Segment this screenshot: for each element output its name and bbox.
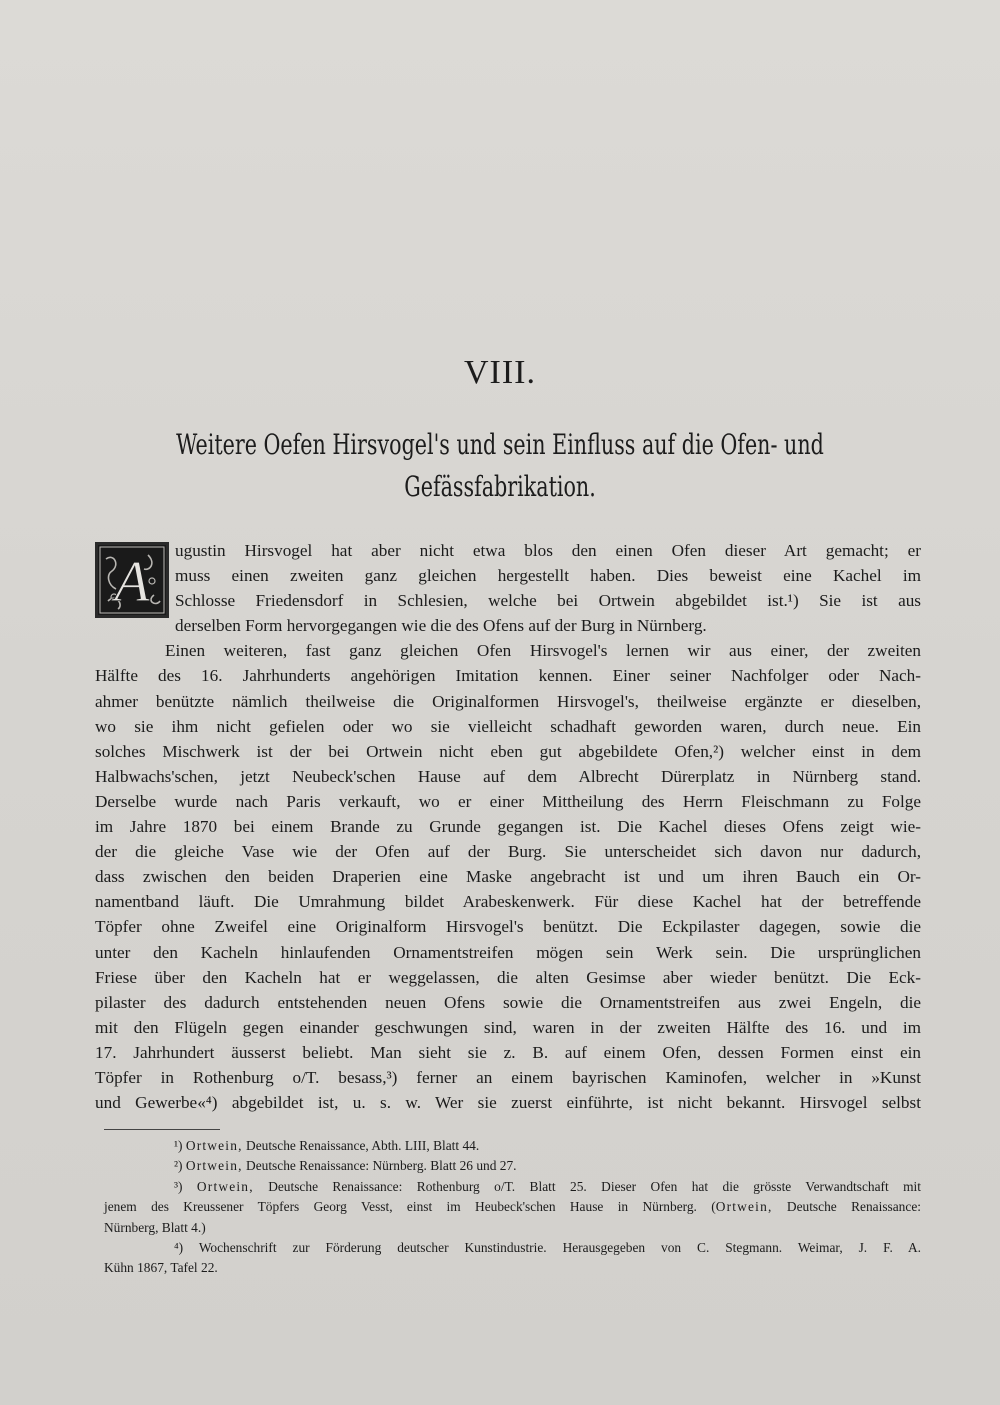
body-line: muss einen zweiten ganz gleichen hergestellt haben. Dies beweist eine Kachel im (175, 566, 921, 586)
body-line: im Jahre 1870 bei einem Brande zu Grunde gegangen ist. Die Kachel dieses Ofens zeigt wie- (95, 817, 921, 837)
body-line: dass zwischen den beiden Draperien eine Maske angebracht ist und um ihren Bauch ein Or- (95, 867, 921, 887)
body-line: Derselbe wurde nach Paris verkauft, wo er einer Mittheilung des Herrn Fleischmann zu Folge (95, 791, 921, 811)
chapter-title-line-2: Gefässfabrikation. (404, 470, 596, 503)
footnote-author: Ortwein, (185, 1138, 243, 1153)
footnote-author: Ortwein, (196, 1178, 254, 1194)
footnote-text: Deutsche Renaissance, Abth. LIII, Blatt 44. (246, 1138, 480, 1153)
body-line: Töpfer in Rothenburg o/T. besass,³) ferner an einem bayrischen Kaminofen, welcher in »Kunst (95, 1067, 921, 1087)
body-line: Töpfer ohne Zweifel eine Originalform Hirsvogel's benützt. Die Eckpilaster dagegen, sowie die (95, 917, 921, 937)
body-line: Friese über den Kacheln hat er weggelassen, die alten Gesimse aber wieder benützt. Die Eck- (95, 967, 921, 987)
body-line: 17. Jahrhundert äusserst beliebt. Man sieht sie z. B. auf einem Ofen, dessen Formen einst ein (95, 1042, 921, 1062)
footnote-2 (104, 1156, 921, 1176)
body-line: und Gewerbe«⁴) abgebildet ist, u. s. w. Wer sie zuerst einführte, ist nicht bekannt. Hirsvogel selbst (95, 1093, 921, 1113)
body-line: unter den Kacheln hinlaufenden Ornamentstreifen mögen sein Werk sein. Die ursprünglichen (95, 942, 921, 962)
chapter-title (172, 424, 828, 508)
footnote-4-line-1 (104, 1238, 921, 1258)
body-line: namentband läuft. Die Umrahmung bildet Arabeskenwerk. Für diese Kachel hat der betreffende (95, 892, 921, 912)
body-line: Halbwachs'schen, jetzt Neubeck'schen Hause auf dem Albrecht Dürerplatz in Nürnberg stand. (95, 766, 921, 786)
footnote-text: Wochenschrift zur Förderung deutscher Kunstindustrie. Herausgegeben von C. Stegmann. Weimar, J. F. A. (198, 1240, 921, 1256)
footnote-3-line-2 (104, 1197, 921, 1217)
footnote-author: Ortwein, (185, 1158, 243, 1174)
body-line: der die gleiche Vase wie der Ofen auf der Burg. Sie unterscheidet sich davon nur dadurch, (95, 842, 921, 862)
chapter-number: VIII. (463, 354, 537, 391)
body-line: derselben Form hervorgegangen wie die des Ofens auf der Burg in Nürnberg. (175, 616, 707, 636)
footnote-text: jenem des Kreussener Töpfers Georg Vesst, einst im Heubeck'schen Hause in Nürnberg. ( (104, 1199, 716, 1215)
body-line: ahmer benützte nämlich theilweise die Originalformen Hirsvogel's, theilweise ergänzte er dieselben, (95, 691, 921, 711)
body-line: wo sie ihm nicht gefielen oder wo sie vielleicht schadhaft geworden waren, durch neue. Ein (95, 716, 921, 736)
footnotes (104, 1136, 921, 1279)
body-line: solches Mischwerk ist der bei Ortwein nicht eben gut abgebildete Ofen,²) welcher einst in dem (95, 741, 921, 761)
footnote-text: Deutsche Renaissance: Nürnberg. Blatt 26 und 27. (246, 1158, 517, 1174)
footnote-mark: ²) (174, 1158, 183, 1174)
footnote-author: Ortwein, (715, 1199, 773, 1215)
body-line: Einen weiteren, fast ganz gleichen Ofen Hirsvogel's lernen wir aus einer, der zweiten (165, 641, 921, 661)
footnote-4-line-2: Kühn 1867, Tafel 22. (104, 1260, 218, 1276)
chapter-title-line-1: Weitere Oefen Hirsvogel's und sein Einfluss auf die Ofen- und (176, 428, 824, 461)
footnote-text: Deutsche Renaissance: (786, 1199, 921, 1215)
dropcap-letter: A (114, 549, 150, 614)
footnote-mark: ¹) (174, 1138, 183, 1153)
footnote-3-line-1 (104, 1177, 921, 1197)
dropcap-ornament-icon (98, 545, 166, 615)
footnote-mark: ³) (174, 1178, 183, 1194)
footnote-1 (104, 1136, 921, 1156)
footnote-3-line-3: Nürnberg, Blatt 4.) (104, 1219, 206, 1235)
body-line: Hälfte des 16. Jahrhunderts angehörigen Imitation kennen. Einer seiner Nachfolger oder Nach- (95, 666, 921, 686)
body-line: pilaster des dadurch entstehenden neuen Ofens sowie die Ornamentstreifen aus zwei Engeln, die (95, 992, 921, 1012)
footnote-text: Deutsche Renaissance: Rothenburg o/T. Blatt 25. Dieser Ofen hat die grösste Verwandtschaft mit (268, 1178, 921, 1194)
body-line: ugustin Hirsvogel hat aber nicht etwa blos den einen Ofen dieser Art gemacht; er (175, 541, 921, 560)
footnote-mark: ⁴) (174, 1240, 184, 1256)
body-line: mit den Flügeln gegen einander geschwungen sind, waren in der zweiten Hälfte des 16. und im (95, 1017, 921, 1037)
body-text (95, 538, 921, 1115)
footnote-divider (104, 1129, 220, 1130)
ornamental-dropcap (95, 542, 169, 618)
body-line: Schlosse Friedensdorf in Schlesien, welche bei Ortwein abgebildet ist.¹) Sie ist aus (175, 591, 921, 611)
